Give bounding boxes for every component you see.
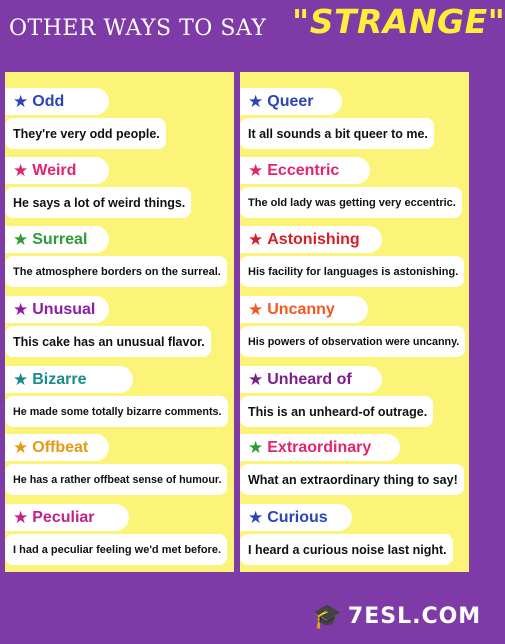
synonym-chip bbox=[240, 296, 368, 323]
synonym-chip bbox=[240, 504, 352, 531]
star-icon: ★ bbox=[248, 230, 264, 249]
star-icon: ★ bbox=[248, 508, 264, 527]
star-icon: ★ bbox=[248, 300, 264, 319]
star-icon: ★ bbox=[248, 438, 264, 457]
footer bbox=[0, 586, 482, 644]
synonym-word: Offbeat bbox=[32, 438, 89, 456]
synonym-chip bbox=[240, 366, 382, 393]
synonym-chip bbox=[5, 366, 133, 393]
synonym-word: Eccentric bbox=[267, 161, 340, 179]
example-sentence: He says a lot of weird things. bbox=[5, 187, 191, 218]
synonym-word: Extraordinary bbox=[267, 438, 372, 456]
example-sentence: I heard a curious noise last night. bbox=[240, 534, 453, 565]
brand-name: 7ESL.COM bbox=[347, 604, 482, 629]
star-icon: ★ bbox=[248, 370, 264, 389]
header bbox=[0, 0, 505, 62]
example-sentence: They're very odd people. bbox=[5, 118, 166, 149]
star-icon: ★ bbox=[248, 92, 264, 111]
synonym-word: Astonishing bbox=[267, 230, 360, 248]
star-icon: ★ bbox=[13, 161, 29, 180]
synonym-chip bbox=[5, 504, 129, 531]
synonym-chip bbox=[5, 157, 109, 184]
star-icon: ★ bbox=[13, 370, 29, 389]
synonym-chip bbox=[5, 226, 109, 253]
site-logo[interactable] bbox=[312, 604, 481, 629]
example-sentence: He has a rather offbeat sense of humour. bbox=[5, 464, 227, 495]
star-icon: ★ bbox=[13, 300, 29, 319]
example-sentence: What an extraordinary thing to say! bbox=[240, 464, 464, 495]
example-sentence: He made some totally bizarre comments. bbox=[5, 396, 228, 427]
synonym-chip bbox=[240, 88, 342, 115]
synonym-word: Uncanny bbox=[267, 300, 335, 318]
star-icon: ★ bbox=[13, 438, 29, 457]
synonym-word: Bizarre bbox=[32, 370, 87, 388]
example-sentence: This cake has an unusual flavor. bbox=[5, 326, 211, 357]
synonym-chip bbox=[5, 88, 109, 115]
title-prefix: OTHER WAYS TO SAY bbox=[9, 16, 267, 41]
synonym-word: Unusual bbox=[32, 300, 96, 318]
example-sentence: The old lady was getting very eccentric. bbox=[240, 187, 462, 218]
synonym-chip bbox=[5, 434, 109, 461]
synonym-chip bbox=[240, 157, 370, 184]
star-icon: ★ bbox=[13, 508, 29, 527]
graduation-cap-icon: 🎓 bbox=[312, 602, 342, 630]
synonym-word: Peculiar bbox=[32, 508, 95, 526]
example-sentence: The atmosphere borders on the surreal. bbox=[5, 256, 227, 287]
synonym-word: Surreal bbox=[32, 230, 88, 248]
synonym-word: Curious bbox=[267, 508, 328, 526]
synonym-word: Queer bbox=[267, 92, 314, 110]
example-sentence: It all sounds a bit queer to me. bbox=[240, 118, 434, 149]
synonym-word: Weird bbox=[32, 161, 77, 179]
example-sentence: I had a peculiar feeling we'd met before. bbox=[5, 534, 227, 565]
title-word: "STRANGE" bbox=[292, 2, 505, 41]
star-icon: ★ bbox=[13, 92, 29, 111]
synonym-chip bbox=[5, 296, 109, 323]
star-icon: ★ bbox=[248, 161, 264, 180]
example-sentence: His powers of observation were uncanny. bbox=[240, 326, 465, 357]
star-icon: ★ bbox=[13, 230, 29, 249]
synonym-chip bbox=[240, 226, 382, 253]
synonym-chip bbox=[240, 434, 400, 461]
synonym-word: Unheard of bbox=[267, 370, 352, 388]
example-sentence: This is an unheard-of outrage. bbox=[240, 396, 433, 427]
synonym-word: Odd bbox=[32, 92, 65, 110]
example-sentence: His facility for languages is astonishing. bbox=[240, 256, 464, 287]
